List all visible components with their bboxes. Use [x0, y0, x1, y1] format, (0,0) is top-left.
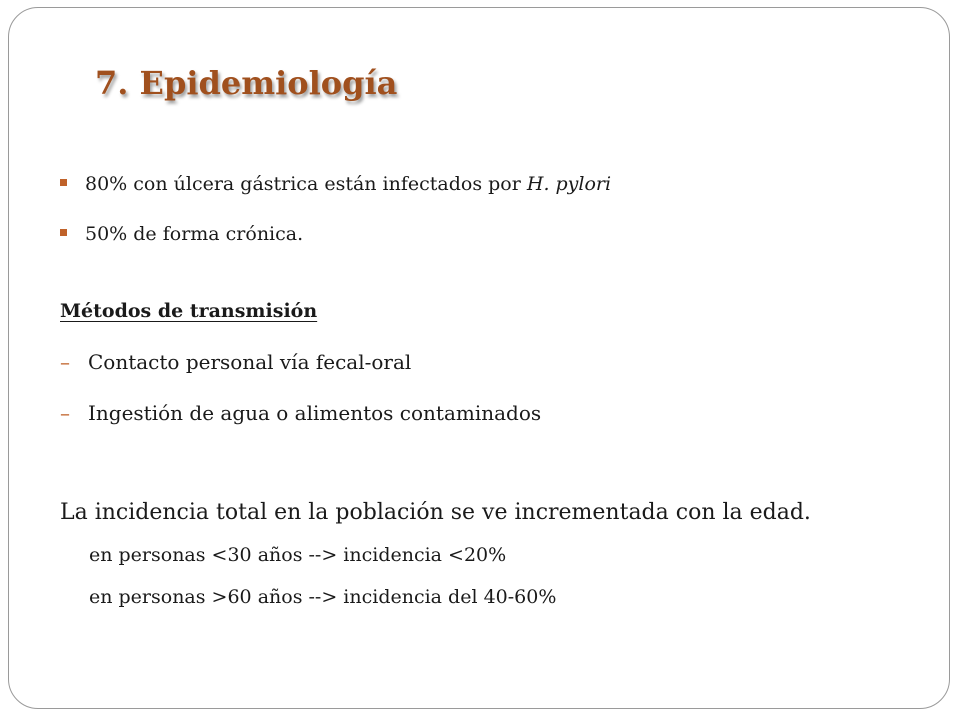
bullet-text: 50% de forma crónica. [85, 223, 304, 245]
dash-bullet-icon: – [60, 401, 70, 425]
transmission-item [60, 349, 411, 375]
square-bullet-icon [60, 229, 67, 236]
dash-bullet-icon: – [60, 350, 70, 374]
square-bullet-icon [60, 179, 67, 186]
incidence-summary: La incidencia total en la población se ve incrementada con la edad. [60, 500, 811, 525]
bullet-italic-text: H. pylori [526, 173, 612, 195]
bullet-item [60, 172, 611, 196]
incidence-line: en personas >60 años --> incidencia del 40-60% [89, 586, 557, 608]
transmission-item-text: Ingestión de agua o alimentos contaminados [88, 401, 542, 425]
transmission-item-text: Contacto personal vía fecal-oral [88, 350, 412, 374]
transmission-heading: Métodos de transmisión [60, 300, 318, 322]
transmission-item [60, 400, 541, 426]
incidence-line: en personas <30 años --> incidencia <20% [89, 544, 507, 566]
bullet-item [60, 222, 303, 246]
slide-title: 7. Epidemiología [95, 64, 398, 102]
bullet-text: 80% con úlcera gástrica están infectados por [85, 173, 527, 195]
